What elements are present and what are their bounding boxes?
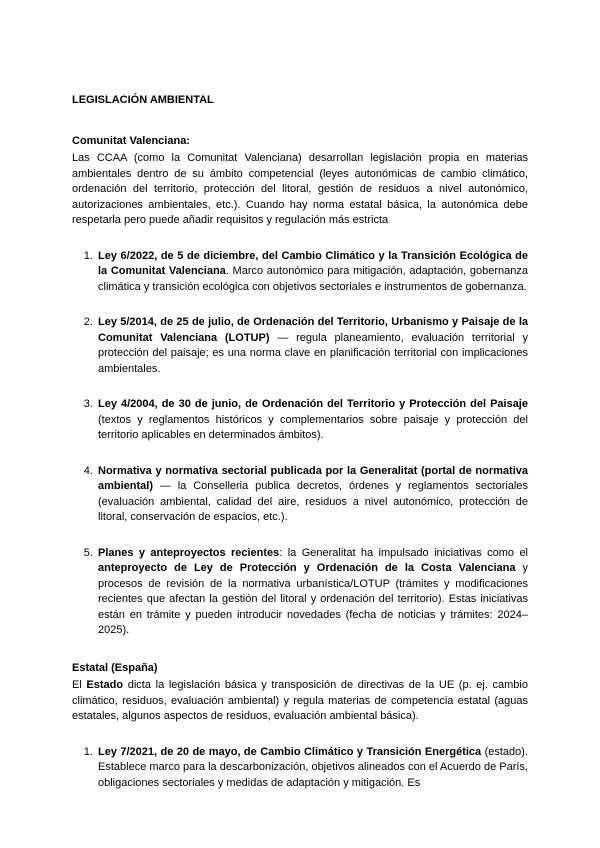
list-item [96, 546, 528, 639]
estatal-section [72, 661, 528, 792]
law-title: Ley 4/2004, de 30 de junio, de Ordenación del Territorio y Protección del Paisaje [98, 398, 528, 410]
law-description-secondary: y procesos de revisión de la normativa urbanística/LOTUP (trámites y modificaciones recientes que afectan la gestión del litoral y ordenación del territorio). Estas iniciativas están en trámite y pueden introducir novedades (fecha de noticias y trámites: 2024–2025). [98, 562, 528, 636]
law-title: Ley 5/2014, de 25 de julio, de Ordenación del Territorio, Urbanismo y Paisaje de la Comunitat Valenciana (LOTUP) [98, 316, 528, 344]
law-title: Ley 7/2021, de 20 de mayo, de Cambio Climático y Transición Energética [98, 745, 482, 758]
law-description: : la Generalitat ha impulsado iniciativas como el [279, 546, 529, 559]
document-title: LEGISLACIÓN AMBIENTAL [72, 94, 214, 106]
law-description: (textos y reglamentos históricos y complementarios sobre paisaje y protección del territorio aplicables en determinados ámbitos). [98, 413, 528, 441]
law-description: (estado). Establece marco para la descarbonización, objetivos alineados con el Acuerdo de París, obligaciones sectoriales y medidas de adaptación y mitigación. Es [98, 745, 528, 789]
valenciana-intro: Las CCAA (como la Comunitat Valenciana) desarrollan legislación propia en materias ambientales dentro de su ámbito competencial (leyes autonómicas de cambio climático, ordenación del territorio, protección del litoral, gestión de residuos a nivel autonómico, autorizaciones ambientales, etc.). Cuando hay norma estatal básica, la autonómica debe respetarla pero puede añadir requisitos y regulación más estricta [72, 152, 528, 226]
law-description: — regula planeamiento, evaluación territorial y protección del paisaje; es una norma clave en planificación territorial con implicaciones ambientales. [98, 331, 528, 375]
law-title-secondary: anteproyecto de Ley de Protección y Ordenación de la Costa Valenciana [98, 562, 516, 574]
section-heading-valenciana: Comunitat Valenciana: [72, 134, 190, 147]
law-title: Ley 6/2022, de 5 de diciembre, del Cambio Climático y la Transición Ecológica de la Comunitat Valenciana [98, 249, 528, 277]
valenciana-law-list [72, 249, 528, 639]
list-item [96, 745, 528, 792]
document-page [72, 93, 528, 791]
list-item [96, 464, 528, 526]
intro-prefix: El [72, 679, 87, 691]
law-description: — la Conselleria publica decretos, órdenes y reglamentos sectoriales (evaluación ambiental, calidad del aire, residuos a nivel autonómico, protección de litoral, conservación de espacios, etc.). [98, 480, 528, 523]
intro-bold-term: Estado [86, 679, 124, 691]
estatal-intro [72, 678, 528, 725]
law-title: Normativa y normativa sectorial publicada por la Generalitat (portal de normativa ambiental) [98, 464, 528, 492]
intro-rest: dicta la legislación básica y transposición de directivas de la UE (p. ej. cambio climático, residuos, evaluación ambiental) y regula materias de competencia estatal (aguas estatales, algunos aspectos de residuos, evaluación ambiental básica). [72, 679, 528, 722]
list-item [96, 397, 528, 444]
section-heading-estatal: Estatal (España) [72, 661, 158, 674]
estatal-law-list [72, 745, 528, 792]
list-item [96, 315, 528, 377]
law-title: Planes y anteproyectos recientes [98, 546, 280, 559]
list-item [96, 249, 528, 296]
law-description: . Marco autonómico para mitigación, adaptación, gobernanza climática y transición ecológica con objetivos sectoriales e instrumentos de gobernanza. [98, 265, 528, 293]
